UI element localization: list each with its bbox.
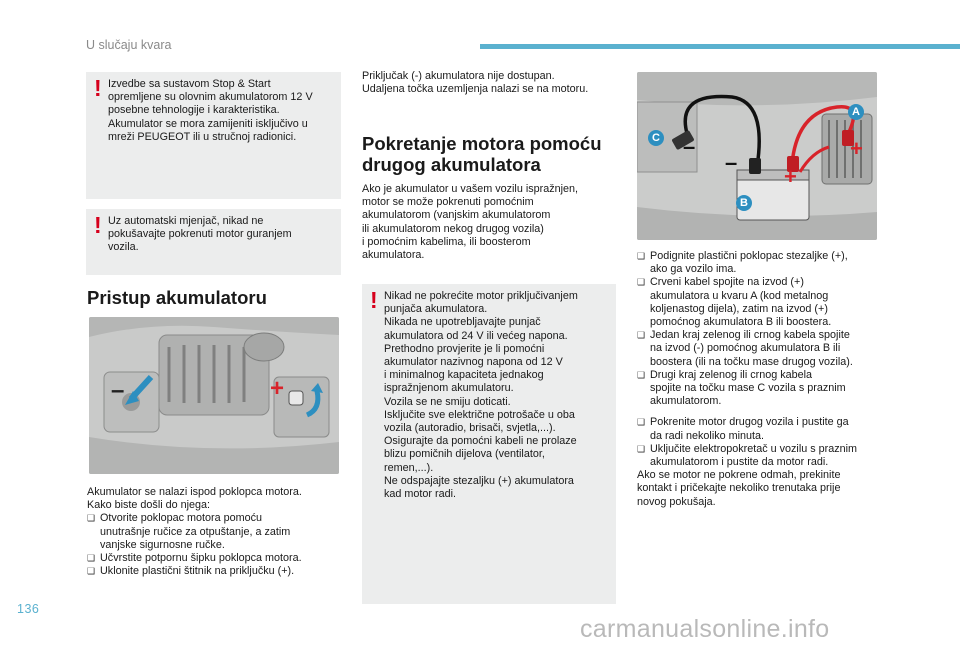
section-title: U slučaju kvara — [86, 38, 172, 52]
jump-intro: Ako je akumulator u vašem vozilu ispražnjen, motor se može pokrenuti pomoćnim akumulatorom (vanjskim akumulatorom ili akumulatorom nekog drugog vozila) i pomoćnim kabelima, ili boosterom akumulatora. — [362, 183, 579, 262]
access-instructions: Akumulator se nalazi ispod poklopca motora. Kako biste došli do njega: ❑ Otvorite poklopac motora pomoću unutrašnje ručice za otpuštanje, a zatim vanjske sigurnosne ručke. ❑ Učvrstite potpornu šipku poklopca motora. ❑ Uklonite plastični štitnik na priključku (+). — [87, 486, 342, 578]
plus-symbol: + — [270, 375, 285, 402]
label-c-badge: C — [648, 130, 664, 146]
minus-symbol: – — [111, 377, 125, 404]
terminal-note: Priključak (-) akumulatora nije dostupan. Udaljena točka uzemljenja nalazi se na motoru. — [362, 70, 589, 96]
page-number: 136 — [17, 602, 40, 616]
minus-symbol: – — [725, 150, 738, 175]
warning-text: Izvedbe sa sustavom Stop & Start opremljene su olovnim akumulatorom 12 V posebne tehnologije i karakteristika. Akumulator se mora zamijeniti isključivo u mreži PEUGEOT ili u stručnoj radionici. — [108, 78, 313, 143]
jump-start-drawing — [637, 72, 877, 240]
warning-icon: ! — [370, 287, 378, 313]
warning-box-jump-start — [362, 284, 616, 604]
jump-start-diagram — [637, 72, 877, 240]
warning-text: Uz automatski mjenjač, nikad ne pokušavajte pokrenuti motor guranjem vozila. — [108, 215, 292, 254]
label-b-badge: B — [736, 195, 752, 211]
jump-steps: ❑ Podignite plastični poklopac stezaljke (+), ako ga vozilo ima. ❑ Crveni kabel spojite na izvod (+) akumulatora u kvaru A (kod metalnog koljenastog dijela), zatim na izvod (+) pomoćnog akumulatora B ili boostera. ❑ Jedan kraj zelenog ili crnog kabela spojite na izvod (-) pomoćnog akumulatora B ili boostera (ili na točku mase drugog vozila). ❑ Drugi kraj zelenog ili crnog kabela spojite na točku mase C vozila s praznim akumulatorom. ❑ Pokrenite motor drugog vozila i pustite ga da radi nekoliko minuta. ❑ Uključite elektropokretač u vozilu s praznim akumulatorom i pustite da motor radi. Ako se motor ne pokrene odmah, prekinite kontakt i pričekajte nekoliko trenutaka prije novog pokušaja. — [637, 250, 887, 509]
watermark: carmanualsonline.info — [580, 615, 830, 643]
label-a-badge: A — [848, 104, 864, 120]
plus-symbol: + — [850, 136, 863, 161]
engine-bay-drawing — [89, 317, 339, 474]
engine-bay-illustration — [89, 317, 339, 474]
list-item: ❑ Uklonite plastični štitnik na priključku (+). — [87, 565, 342, 578]
warning-text: Nikad ne pokrećite motor priključivanjem punjača akumulatora. Nikada ne upotrebljavajte punjač akumulatora od 24 V ili većeg napona. Prethodno provjerite je li pomoćni akumulator nazivnog napona od 12 V i minimalnog kapaciteta jednakog ispražnjenom akumulatoru. Vozila se ne smiju doticati. Isključite sve električne potrošače u oba vozila (autoradio, brisači, svjetla,...). Osigurajte da pomoćni kabeli ne prolaze blizu pomičnih dijelova (ventilator, remen,...). Ne odspajajte stezaljku (+) akumulatora kad motor radi. — [384, 290, 578, 501]
list-item: ❑ Drugi kraj zelenog ili crnog kabela spojite na točku mase C vozila s praznim akumulatorom. — [637, 369, 887, 409]
list-item: ❑ Pokrenite motor drugog vozila i pustite ga da radi nekoliko minuta. — [637, 416, 887, 442]
list-item: ❑ Učvrstite potpornu šipku poklopca motora. — [87, 552, 342, 565]
list-item: ❑ Crveni kabel spojite na izvod (+) akumulatora u kvaru A (kod metalnog koljenastog dijela), zatim na izvod (+) pomoćnog akumulatora B ili boostera. — [637, 276, 887, 329]
heading-battery-access: Pristup akumulatoru — [87, 287, 267, 308]
list-item: ❑ Jedan kraj zelenog ili crnog kabela spojite na izvod (-) pomoćnog akumulatora B ili boostera (ili na točku mase drugog vozila). — [637, 329, 887, 369]
minus-symbol: – — [683, 134, 696, 159]
warning-box-automatic — [86, 209, 341, 275]
list-item: ❑ Otvorite poklopac motora pomoću unutrašnje ručice za otpuštanje, a zatim vanjske sigurnosne ručke. — [87, 512, 342, 552]
plus-symbol: + — [784, 164, 797, 189]
heading-jump-start: Pokretanje motora pomoću drugog akumulatora — [362, 133, 602, 175]
warning-box-stop-start — [86, 72, 341, 199]
list-item: ❑ Podignite plastični poklopac stezaljke (+), ako ga vozilo ima. — [637, 250, 887, 276]
warning-icon: ! — [94, 212, 102, 238]
list-item: ❑ Uključite elektropokretač u vozilu s praznim akumulatorom i pustite da motor radi. — [637, 443, 887, 469]
warning-icon: ! — [94, 75, 102, 101]
header-accent-bar — [480, 44, 960, 49]
